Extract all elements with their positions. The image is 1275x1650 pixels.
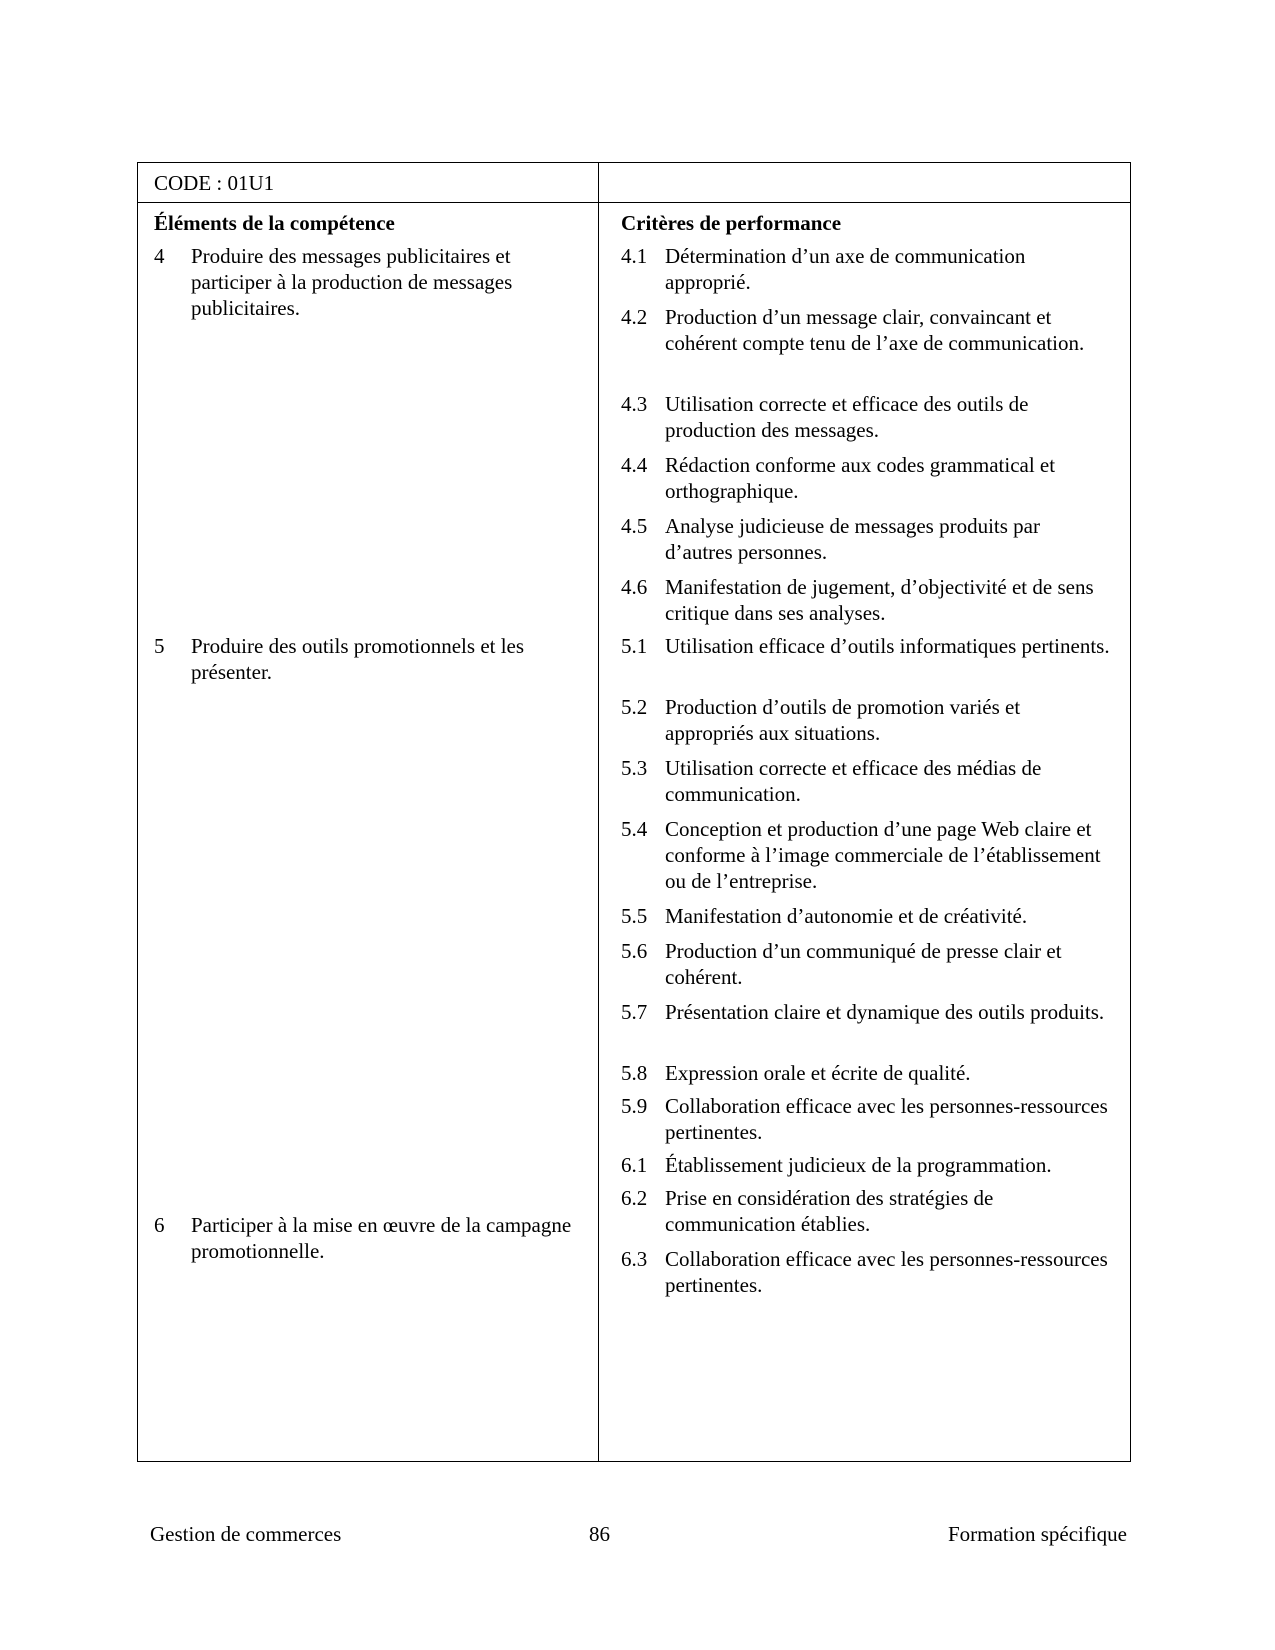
- criterion-text: Détermination d’un axe de communication approprié.: [665, 244, 1026, 294]
- criterion-number: 4.4: [621, 453, 648, 477]
- criterion-number: 5.2: [621, 695, 648, 719]
- criterion-number: 5.5: [621, 904, 648, 928]
- header-divider: [138, 202, 1130, 203]
- criterion-number: 4.6: [621, 575, 648, 599]
- criterion-number: 4.5: [621, 514, 648, 538]
- criterion-number: 4.2: [621, 305, 648, 329]
- criterion-number: 5.3: [621, 756, 648, 780]
- criterion-text: Collaboration efficace avec les personnes-ressources pertinentes.: [665, 1094, 1108, 1144]
- footer-section-title: Formation spécifique: [947, 1522, 1127, 1546]
- criterion-number: 5.6: [621, 939, 648, 963]
- criterion-text: Production d’un communiqué de presse clair et cohérent.: [665, 939, 1062, 989]
- criterion-text: Établissement judicieux de la programmation.: [665, 1153, 1052, 1177]
- element-text: Produire des messages publicitaires et participer à la production de messages publicitaires.: [191, 244, 513, 320]
- criterion-number: 6.3: [621, 1247, 648, 1271]
- criterion-number: 5.9: [621, 1094, 648, 1118]
- element-text: Produire des outils promotionnels et les présenter.: [191, 634, 525, 684]
- element-number: 6: [154, 1213, 165, 1237]
- criterion-text: Rédaction conforme aux codes grammatical et orthographique.: [665, 453, 1056, 503]
- footer-program-title: Gestion de commerces: [150, 1522, 342, 1546]
- criterion-text: Analyse judicieuse de messages produits par d’autres personnes.: [665, 514, 1040, 564]
- competence-table: [137, 162, 1131, 1462]
- criterion-text: Manifestation de jugement, d’objectivité et de sens critique dans ses analyses.: [665, 575, 1094, 625]
- code-label: CODE : 01U1: [154, 171, 275, 195]
- criterion-text: Conception et production d’une page Web claire et conforme à l’image commerciale de l’établissement ou de l’entreprise.: [665, 817, 1101, 893]
- element-text: Participer à la mise en œuvre de la campagne promotionnelle.: [191, 1213, 572, 1263]
- criterion-number: 4.1: [621, 244, 648, 268]
- criterion-number: 6.2: [621, 1186, 648, 1210]
- criterion-text: Présentation claire et dynamique des outils produits.: [665, 1000, 1105, 1024]
- criterion-text: Utilisation efficace d’outils informatiques pertinents.: [665, 634, 1110, 658]
- criterion-text: Collaboration efficace avec les personnes-ressources pertinentes.: [665, 1247, 1108, 1297]
- criterion-text: Utilisation correcte et efficace des outils de production des messages.: [665, 392, 1029, 442]
- element-number: 5: [154, 634, 165, 658]
- column-divider: [598, 163, 599, 1461]
- criterion-text: Manifestation d’autonomie et de créativité.: [665, 904, 1028, 928]
- criterion-text: Prise en considération des stratégies de communication établies.: [665, 1186, 994, 1236]
- criterion-number: 6.1: [621, 1153, 648, 1177]
- criterion-text: Expression orale et écrite de qualité.: [665, 1061, 971, 1085]
- criterion-text: Utilisation correcte et efficace des médias de communication.: [665, 756, 1042, 806]
- criterion-number: 4.3: [621, 392, 648, 416]
- elements-header: Éléments de la compétence: [154, 211, 395, 235]
- criteria-header: Critères de performance: [621, 211, 842, 235]
- criterion-text: Production d’un message clair, convaincant et cohérent compte tenu de l’axe de communication.: [665, 305, 1085, 355]
- page-number: 86: [589, 1522, 610, 1546]
- criterion-number: 5.1: [621, 634, 648, 658]
- element-number: 4: [154, 244, 165, 268]
- criterion-number: 5.7: [621, 1000, 648, 1024]
- criterion-number: 5.4: [621, 817, 648, 841]
- criterion-number: 5.8: [621, 1061, 648, 1085]
- criterion-text: Production d’outils de promotion variés et appropriés aux situations.: [665, 695, 1021, 745]
